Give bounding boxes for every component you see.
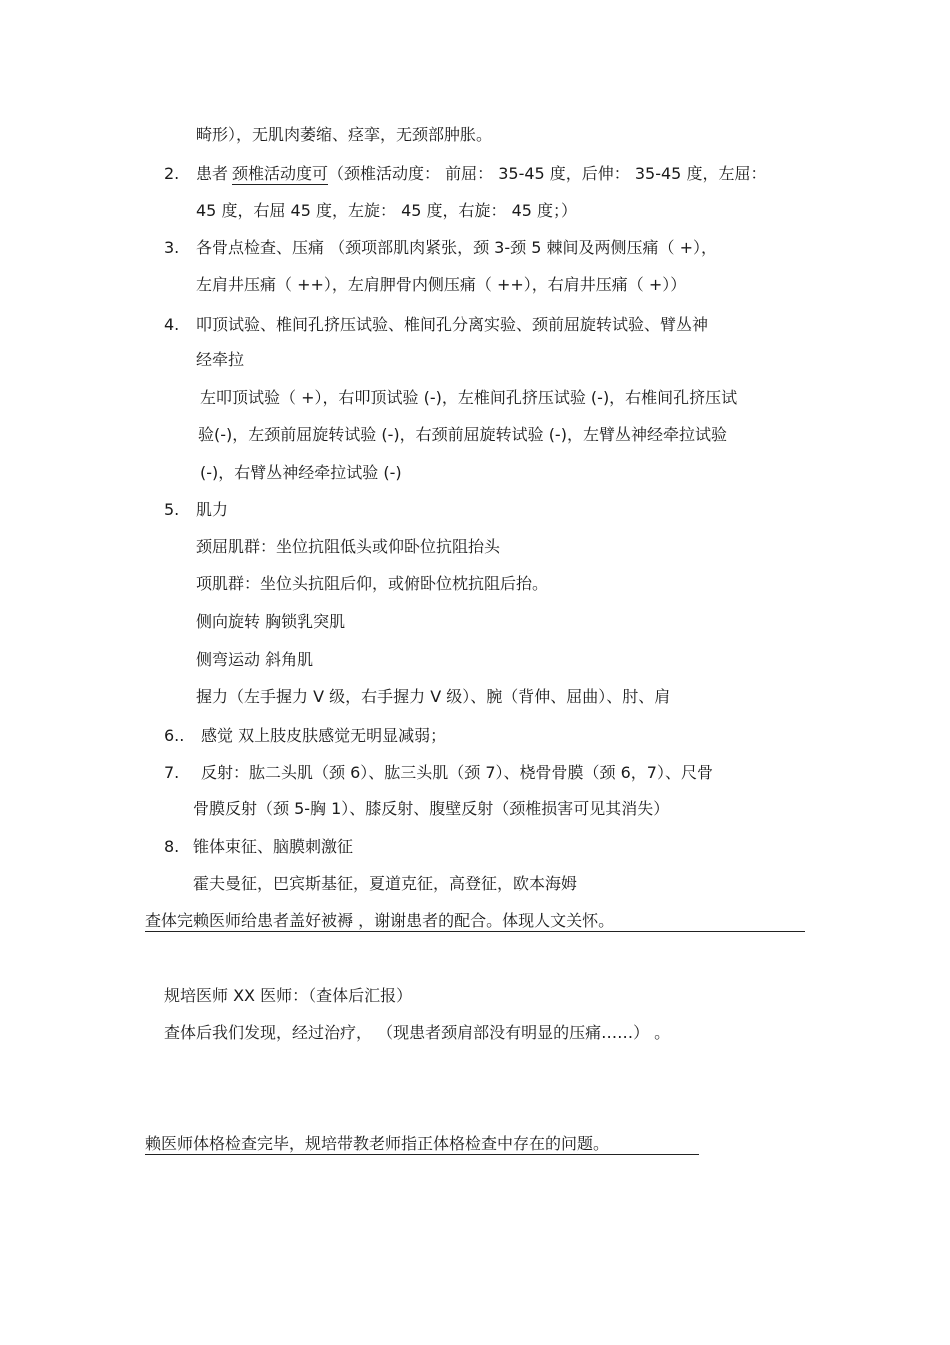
item-8-signs: 霍夫曼征，巴宾斯基征，夏道克征，高登征，欧本海姆 — [193, 874, 578, 893]
humanistic-care-note: 查体完赖医师给患者盖好被褥 ，谢谢患者的配合。体现人文关怀。 — [145, 911, 615, 930]
item-3-text: 各骨点检查、压痛 （颈项部肌肉紧张，颈 3-颈 5 棘间及两侧压痛（ +）， — [196, 238, 717, 257]
item-5-grip-strength: 握力（左手握力 V 级，右手握力 V 级）、腕（背伸、屈曲）、肘、肩 — [196, 687, 671, 706]
item-5-lateral-rotation: 侧向旋转 胸锁乳突肌 — [196, 612, 346, 631]
item-4-results-line-2: 验(-)，左颈前屈旋转试验 (-)，右颈前屈旋转试验 (-)，左臂丛神经牵拉试验 — [198, 425, 727, 444]
item-5-neck-flexors: 颈屈肌群：坐位抗阻低头或仰卧位抗阻抬头 — [196, 537, 501, 556]
item-4-results-line-3: (-)，右臂丛神经牵拉试验 (-) — [200, 463, 402, 482]
list-number-4: 4. — [164, 315, 180, 334]
list-number-2: 2. — [164, 164, 180, 183]
underline-closing-note — [145, 1154, 699, 1155]
item-5-heading: 肌力 — [196, 500, 229, 519]
list-number-8: 8. — [164, 837, 180, 856]
list-number-5: 5. — [164, 500, 180, 519]
text-line-deformity: 畸形），无肌肉萎缩、痉挛，无颈部肿胀。 — [196, 125, 493, 144]
item-4-text: 叩顶试验、椎间孔挤压试验、椎间孔分离实验、颈前屈旋转试验、臂丛神 — [196, 315, 709, 334]
item-2-range-values: （颈椎活动度： 前屈： 35-45 度，后伸： 35-45 度，左屈： — [328, 164, 767, 183]
resident-report-text: 查体后我们发现，经过治疗， （现患者颈肩部没有明显的压痛……） 。 — [164, 1023, 671, 1042]
list-number-6: 6.. — [164, 726, 185, 745]
item-2-underlined-finding: 颈椎活动度可 — [232, 164, 329, 183]
item-2-text — [196, 163, 766, 185]
item-8-text: 锥体束征、脑膜刺激征 — [193, 837, 354, 856]
underline-humanistic-care — [145, 931, 805, 932]
item-4-continuation: 经牵拉 — [196, 350, 245, 369]
item-5-nuchal-muscles: 项肌群：坐位头抗阻后仰，或俯卧位枕抗阻后抬。 — [196, 574, 549, 593]
item-7-text: 反射：肱二头肌（颈 6）、肱三头肌（颈 7）、桡骨骨膜（颈 6，7）、尺骨 — [201, 763, 713, 782]
item-5-lateral-bending: 侧弯运动 斜角肌 — [196, 650, 314, 669]
item-2-subject: 患者 — [196, 164, 229, 183]
item-4-results-line-1: 左叩顶试验（ +），右叩顶试验 (-)，左椎间孔挤压试验 (-)，右椎间孔挤压试 — [200, 388, 738, 407]
resident-report-heading: 规培医师 XX 医师：（查体后汇报） — [164, 986, 413, 1005]
item-2-continuation: 45 度，右屈 45 度，左旋： 45 度，右旋： 45 度；） — [196, 201, 578, 220]
list-number-7: 7. — [164, 763, 180, 782]
list-number-3: 3. — [164, 238, 180, 257]
closing-note: 赖医师体格检查完毕，规培带教老师指正体格检查中存在的问题。 — [145, 1134, 610, 1153]
item-3-continuation: 左肩井压痛（ ++），左肩胛骨内侧压痛（ ++），右肩井压痛（ +）） — [196, 275, 687, 294]
item-7-continuation: 骨膜反射（颈 5-胸 1）、膝反射、腹壁反射（颈椎损害可见其消失） — [193, 799, 670, 818]
item-6-text: 感觉 双上肢皮肤感觉无明显减弱； — [201, 726, 447, 745]
